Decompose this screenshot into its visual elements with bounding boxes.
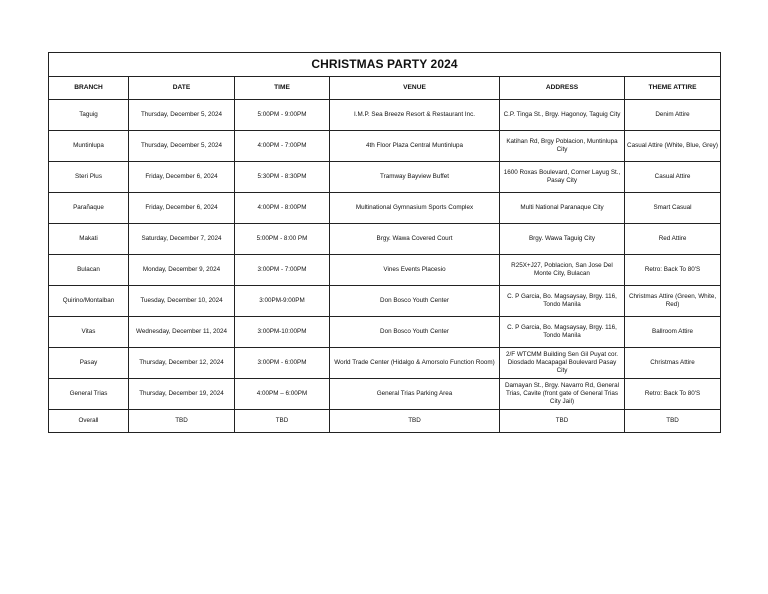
column-header-branch: BRANCH: [49, 77, 129, 100]
time-cell: 3:00PM - 7:00PM: [235, 255, 330, 286]
address-cell: Brgy. Wawa Taguig City: [500, 224, 625, 255]
address-cell: 2/F WTCMM Building Sen Gil Puyat cor. Diosdado Macapagal Boulevard Pasay City: [500, 348, 625, 379]
time-cell: 5:00PM - 8:00 PM: [235, 224, 330, 255]
venue-cell: TBD: [330, 410, 500, 433]
venue-cell: Tramway Bayview Buffet: [330, 162, 500, 193]
date-cell: Tuesday, December 10, 2024: [129, 286, 235, 317]
time-cell: 3:00PM-10:00PM: [235, 317, 330, 348]
header-row: [49, 77, 721, 100]
address-cell: Multi National Paranaque City: [500, 193, 625, 224]
time-cell: 4:00PM - 8:00PM: [235, 193, 330, 224]
table-row: [49, 100, 721, 131]
table-row: [49, 379, 721, 410]
branch-cell: Muntinlupa: [49, 131, 129, 162]
address-cell: Damayan St., Brgy. Navarro Rd, General Trias, Cavite (front gate of General Trias City Jail): [500, 379, 625, 410]
venue-cell: Don Bosco Youth Center: [330, 317, 500, 348]
address-cell: TBD: [500, 410, 625, 433]
venue-cell: 4th Floor Plaza Central Muntinlupa: [330, 131, 500, 162]
date-cell: Friday, December 6, 2024: [129, 162, 235, 193]
venue-cell: I.M.P. Sea Breeze Resort & Restaurant Inc.: [330, 100, 500, 131]
address-cell: C. P Garcia, Bo. Magsaysay, Brgy. 116, Tondo Manila: [500, 286, 625, 317]
theme-cell: Casual Attire (White, Blue, Grey): [625, 131, 721, 162]
date-cell: Wednesday, December 11, 2024: [129, 317, 235, 348]
address-cell: Katihan Rd, Brgy Poblacion, Muntinlupa City: [500, 131, 625, 162]
table-row: [49, 131, 721, 162]
date-cell: Thursday, December 12, 2024: [129, 348, 235, 379]
address-cell: 1600 Roxas Boulevard, Corner Layug St., Pasay City: [500, 162, 625, 193]
address-cell: R25X+J27, Poblacion, San Jose Del Monte City, Bulacan: [500, 255, 625, 286]
branch-cell: Taguig: [49, 100, 129, 131]
date-cell: Thursday, December 19, 2024: [129, 379, 235, 410]
time-cell: 3:00PM - 6:00PM: [235, 348, 330, 379]
theme-cell: Retro: Back To 80'S: [625, 255, 721, 286]
christmas-party-table: [48, 52, 721, 433]
date-cell: Friday, December 6, 2024: [129, 193, 235, 224]
time-cell: 4:00PM - 7:00PM: [235, 131, 330, 162]
table-row: [49, 193, 721, 224]
address-cell: C. P Garcia, Bo. Magsaysay, Brgy. 116, Tondo Manila: [500, 317, 625, 348]
table-row: [49, 255, 721, 286]
branch-cell: Steri Plus: [49, 162, 129, 193]
column-header-date: DATE: [129, 77, 235, 100]
branch-cell: Bulacan: [49, 255, 129, 286]
date-cell: Saturday, December 7, 2024: [129, 224, 235, 255]
venue-cell: Brgy. Wawa Covered Court: [330, 224, 500, 255]
column-header-venue: VENUE: [330, 77, 500, 100]
branch-cell: Pasay: [49, 348, 129, 379]
branch-cell: Makati: [49, 224, 129, 255]
branch-cell: General Trias: [49, 379, 129, 410]
table-title: CHRISTMAS PARTY 2024: [49, 53, 721, 77]
table-row: [49, 348, 721, 379]
table-row: [49, 317, 721, 348]
time-cell: 5:00PM - 9:00PM: [235, 100, 330, 131]
theme-cell: Red Attire: [625, 224, 721, 255]
column-header-theme-attire: THEME ATTIRE: [625, 77, 721, 100]
column-header-address: ADDRESS: [500, 77, 625, 100]
time-cell: 3:00PM-9:00PM: [235, 286, 330, 317]
theme-cell: Denim Attire: [625, 100, 721, 131]
venue-cell: General Trias Parking Area: [330, 379, 500, 410]
branch-cell: Overall: [49, 410, 129, 433]
theme-cell: Ballroom Attire: [625, 317, 721, 348]
venue-cell: Multinational Gymnasium Sports Complex: [330, 193, 500, 224]
venue-cell: Don Bosco Youth Center: [330, 286, 500, 317]
table-row: [49, 224, 721, 255]
branch-cell: Vitas: [49, 317, 129, 348]
theme-cell: TBD: [625, 410, 721, 433]
time-cell: 4:00PM – 6:00PM: [235, 379, 330, 410]
date-cell: Monday, December 9, 2024: [129, 255, 235, 286]
address-cell: C.P. Tinga St., Brgy. Hagonoy, Taguig City: [500, 100, 625, 131]
venue-cell: World Trade Center (Hidalgo & Amorsolo Function Room): [330, 348, 500, 379]
date-cell: TBD: [129, 410, 235, 433]
time-cell: TBD: [235, 410, 330, 433]
table-row: [49, 286, 721, 317]
branch-cell: Parañaque: [49, 193, 129, 224]
theme-cell: Retro: Back To 80'S: [625, 379, 721, 410]
venue-cell: Vines Events Placesio: [330, 255, 500, 286]
time-cell: 5:30PM - 8:30PM: [235, 162, 330, 193]
overall-row: [49, 410, 721, 433]
theme-cell: Smart Casual: [625, 193, 721, 224]
theme-cell: Christmas Attire (Green, White, Red): [625, 286, 721, 317]
theme-cell: Casual Attire: [625, 162, 721, 193]
theme-cell: Christmas Attire: [625, 348, 721, 379]
table-row: [49, 162, 721, 193]
branch-cell: Quirino/Montalban: [49, 286, 129, 317]
column-header-time: TIME: [235, 77, 330, 100]
date-cell: Thursday, December 5, 2024: [129, 131, 235, 162]
date-cell: Thursday, December 5, 2024: [129, 100, 235, 131]
